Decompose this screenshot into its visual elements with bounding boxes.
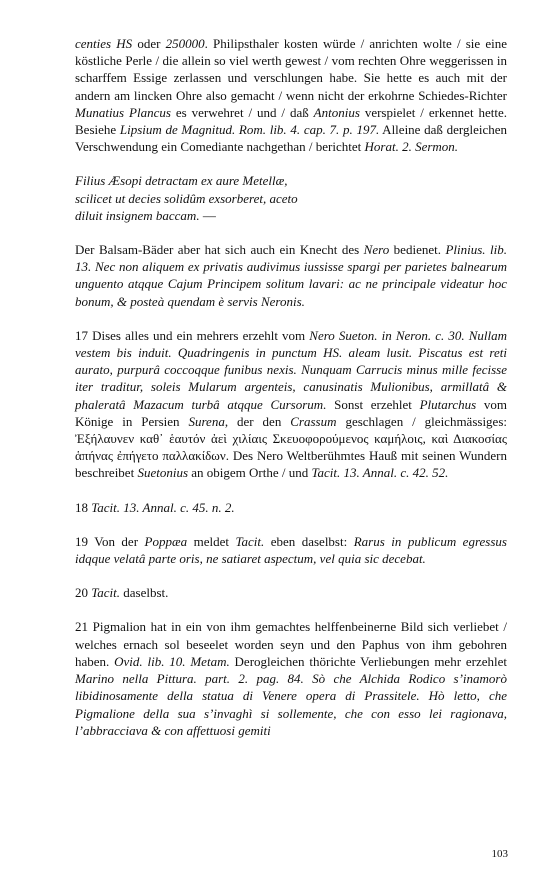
italic-text-run: Munatius Plancus — [75, 104, 171, 120]
italic-text-run: Plinius. lib. 13. Nec non aliquem ex privatis audivimus iussisse spargi per parietes balnearum unguento atqque Cajum Principem solitum lavari: ac ne principale videatur hoc bonum, & posteà quendam è servis Neronis. — [75, 242, 507, 309]
italic-text-run: Lipsium de Magnitud. Rom. lib. 4. cap. 7. p. 197. — [119, 122, 380, 138]
italic-text-run: Tacit. 13. Annal. c. 45. n. 2. — [91, 499, 235, 515]
text-run: Sonst erzehlet — [326, 396, 420, 412]
italic-text-run: Poppæa — [144, 533, 188, 549]
text-run: an obigem Orthe / und — [188, 465, 312, 481]
text-run: meldet — [187, 533, 236, 549]
italic-text-run: Tacit. — [235, 533, 265, 549]
text-run: Alleine daß dergleichen Verschwendung ein Comediante nachgethan / berichtet — [75, 122, 508, 155]
text-run: 19 Von der — [75, 533, 145, 549]
text-run: Der Balsam-Bäder aber hat sich auch ein Knecht des — [75, 242, 364, 258]
text-run: es verwehret / und / daß — [170, 104, 314, 120]
footnote-17 — [75, 327, 507, 482]
text-run: 20 — [75, 585, 92, 601]
text-run: Derogleichen thörichte Verliebungen mehr erzehlet — [229, 653, 507, 669]
italic-text-run: Tacit. 13. Annal. c. 42. 52. — [311, 465, 449, 481]
text-run: verspielet / erkennet hette. Besiehe — [75, 104, 507, 138]
text-run: oder — [132, 36, 166, 51]
text-run: , der den — [224, 413, 291, 429]
italic-text-run: Marino nella Pittura. part. 2. pag. 84. Sò che Alchida Rodico s’inamorò libidinosamente della statua di Venere opera di Prassitele. Hò letto, che Pigmalione della sua s’invaghì si sollemente, che con esso lei ragionava, l’abbracciava & con affettuosi gemiti — [75, 671, 507, 738]
italic-text-run: Rarus in publicum egressus idqque velatâ parte oris, ne satiaret aspectum, vel quia sic decebat. — [75, 533, 507, 567]
footnote-19 — [75, 533, 507, 567]
text-run: 21 Pigmalion hat in ein von ihm gemachtes helffenbeinerne Bild sich verliebet / welches ernach sol beseelet worden seyn und den Paphus von ihm gebohren haben. — [75, 619, 507, 669]
italic-text-run: Horat. 2. Sermon. — [364, 139, 459, 155]
italic-text-run: Plutarchus — [419, 396, 477, 412]
text-run: 18 — [75, 499, 92, 515]
italic-text-run: Tacit. — [91, 585, 121, 601]
italic-text-run: Crassum — [290, 413, 337, 429]
italic-text-run: Ovid. lib. 10. Metam. — [114, 653, 230, 669]
page-body — [75, 35, 507, 739]
italic-text-run: Antonius — [313, 104, 360, 120]
italic-text-run: 250000 — [165, 36, 205, 51]
text-run: vom Könige in Persien — [75, 396, 507, 429]
footnote-20 — [75, 584, 507, 601]
text-run: daselbst. — [120, 585, 169, 601]
italic-text-run: centies HS — [75, 36, 133, 51]
text-run: bedienet. — [389, 242, 446, 258]
italic-text-run: Suetonius — [137, 465, 189, 481]
text-run: 17 Dises alles und ein mehrers erzehlt vom — [75, 327, 310, 343]
text-run: eben daselbst: — [264, 533, 354, 549]
footnote-18 — [75, 499, 507, 516]
paragraph-perle — [75, 35, 507, 155]
italic-text-run: Nero Sueton. in Neron. c. 30. Nullam vestem bis induit. Quadringenis in punctum HS. aleam lusit. Piscatus est reti aurato, purpurâ coccoqque funibus nexis. Nunquam Carrucis minus mille fecisse iter traditur, soleis Mularum argenteis, canusinatis Mulionibus, armillatâ & phaleratâ Mazacum turbâ atqque Cursorum. — [75, 327, 507, 412]
text-run: geschlagen / gleichmässiges: Ἐξήλαυνεν καθ᾽ ἑαυτόν ἀεὶ χιλίαις Σκευοφορούμενος καμήλοις, καὶ Διακοσίας ἁπήνας ἐπήγετο παλλακίδων. Des Nero Weltberühmtes Hauß mit seinen Wundern beschreibet — [75, 413, 508, 481]
page-number: 103 — [491, 848, 508, 860]
italic-text-run: Surena — [188, 413, 225, 429]
italic-text-run: Nero — [363, 242, 390, 258]
paragraph-balsam — [75, 241, 507, 310]
footnote-21 — [75, 618, 507, 738]
verse-quotation: Filius Æsopi detractam ex aure Metellæ, scilicet ut decies solidûm exsorberet, aceto diluit insignem baccam. –– — [75, 173, 298, 223]
text-run: . Philipsthaler kosten würde / anrichten wolte / sie eine köstliche Perle / die allein so viel werth gewest / vom rechten Ohre weggerissen in scharffem Essige zerlassen und verschlungen habe. Sie hette es auch mit der andern am lincken Ohre also gemacht / wenn nicht der erkohrne Schiedes-Richter — [75, 36, 508, 103]
